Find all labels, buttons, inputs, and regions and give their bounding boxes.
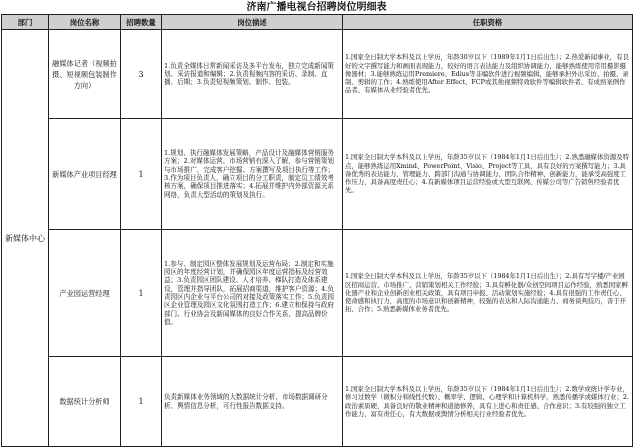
job-description <box>162 230 343 357</box>
department-cell: 新媒体中心 <box>2 30 49 447</box>
requirements-text: 1.国家全日制大学本科及以上学历，年龄35岁以下（1984年1月1日后出生）；2.熟悉融媒体资源及特点，能够熟练运用Xmind、PowerPoint、Visio、Project等工具，具有良好的方案撰写能力；3.具备优秀的表达能力、管理能力、跨部门沟通与协调能力、团队合作精神、创新能力，能承受高强度工作压力，具备高度责任心；4.有新媒体项目运营经验或大型互联网、传媒公司等广告销售经验者优先。 <box>345 153 629 195</box>
header-department: 部门 <box>2 15 49 30</box>
description-text: 负责新媒体业务领域的大数据统计分析、市场数据调研分析、舆情信息分析，可行性报告数据支持。 <box>164 393 328 410</box>
requirements-text: 1.国家全日制大学本科及以上学历，年龄35岁以下（1984年1月1日后出生）；2.具有写字楼/产业园区招商运营、市场推广、营销策划相关工作经验；3.具有孵化器/众创空间项目运作经验，熟悉国家孵化器产业和企业创新创业相关政策，具有项目申报、活动策划实施经验；4.具有很强的工作责任心、使命感和执行力，高度的市场意识和创新精神，较强的表达和人际沟通能力、商务谈判技巧，善于开拓、合作；5.熟悉新媒体业务者优先。 <box>345 272 628 314</box>
hire-count: 1 <box>121 119 162 230</box>
hire-count: 1 <box>121 357 162 447</box>
requirements-text: 1.国家全日制大学本科及以上学历，年龄35岁以下（1984年1月1日后出生）；2.数学或统计学专业，修习过数学（微积分和线性代数）、概率学、逻辑、心理学和计算机科学，熟悉传播学或媒体行业；2.政治素质硬，具备良好的敬业精神和道德修养，具有上进心和责任感、合作意识；3.有较强的独立工作能力，富有责任心，有大数据或舆情分析相关行业经验者优先。 <box>345 384 629 418</box>
position-name: 产业园运营经理 <box>49 230 121 357</box>
description-text: 1.规划、执行融媒体发展策略，产品设计及融媒体营销服务方案；2.对媒体运营、市场营销有深入了解，参与营销策划与市场推广，完成客户挖掘、方案撰写及项目执行等工作；3.作为项目负责人，确立项目的分工职责，制定员工绩效考核方案，确保项目推进落实；4.拓展并维护内外部资源关系网络，负责大型活动的策划及执行。 <box>164 149 335 199</box>
job-requirements <box>343 119 633 230</box>
job-description <box>162 30 343 119</box>
job-requirements <box>343 230 633 357</box>
job-requirements <box>343 30 633 119</box>
position-name: 新媒体产业项目经理 <box>49 119 121 230</box>
header-count: 招聘数量 <box>121 15 162 30</box>
table-row <box>2 30 633 119</box>
table-row <box>2 119 633 230</box>
hire-count: 3 <box>121 30 162 119</box>
position-name: 数据统计分析师 <box>49 357 121 447</box>
description-text: 1.负责全媒体日常新闻采访及多平台发布，独立完成新闻策划、采访报道和编辑；2.负责视频内容的采访、录制、直播、后期；3.负责短视频策划、制作、包装。 <box>164 61 334 87</box>
requirements-text: 1.国家全日制大学本科及以上学历，年龄30岁以下（1989年1月1日后出生）；2.热爱新闻事业，有良好的文字撰写能力和画面表现能力，较好的语言表达能力及组织协调能力，能够熟练使用常用摄影摄像器材；3.能够熟练运用Premiere、Edius等非编软件进行视频编辑，能够承担外出采访、拍摄、录制、剪辑的工作；4.熟练使用After Effect、FCP或其他视频特效软件等编辑软件者、有成熟案例作品者、有媒体从业经验者优先。 <box>345 53 629 95</box>
header-description: 岗位描述 <box>162 15 343 30</box>
header-position: 岗位名称 <box>49 15 121 30</box>
job-requirements <box>343 357 633 447</box>
hire-count: 1 <box>121 230 162 357</box>
job-description <box>162 357 343 447</box>
position-name: 融媒体记者（视频拍摄、短视频包装制作方向） <box>49 30 121 119</box>
description-text: 1.参与、制定园区整体发展规划及运营布局；2.制定和实施园区的年度经营计划，并确保园区年度运营指标及经营效益；3.负责园区团队建设、人才培养、梯队打造及体系建设，管理并指导团队，拓展招商渠道，维护客户资源；4.负责园区内企业与平台公司的对接及政策落实工作；5.负责园区企业管理及园区文化氛围打造工作；6.建立和保持与政府部门、行业协会及新闻媒体的良好合作关系，提高品牌价值。 <box>164 259 334 326</box>
job-description <box>162 119 343 230</box>
header-requirements: 任职资格 <box>343 15 633 30</box>
table-row <box>2 230 633 357</box>
job-table <box>1 14 633 447</box>
table-header-row <box>2 15 633 30</box>
table-row <box>2 357 633 447</box>
page-title: 济南广播电视台招聘岗位明细表 <box>246 2 387 13</box>
